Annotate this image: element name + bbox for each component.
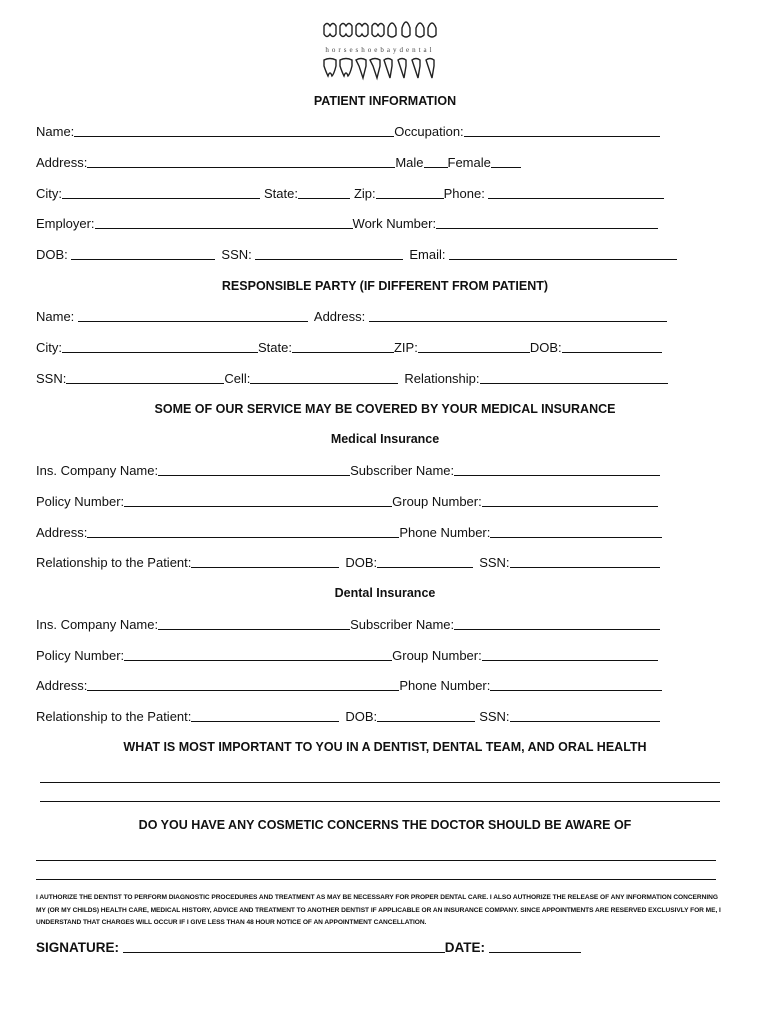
important-answer-line-1[interactable] xyxy=(40,782,720,783)
dental-group-field[interactable] xyxy=(482,650,658,661)
medical-subscriber-field[interactable] xyxy=(454,465,660,476)
responsible-state-label: State: xyxy=(258,340,292,355)
responsible-zip-field[interactable] xyxy=(418,342,530,353)
medical-group-label: Group Number: xyxy=(392,494,482,509)
medical-phone-field[interactable] xyxy=(490,527,662,538)
dental-ssn-label: SSN: xyxy=(479,709,510,724)
patient-zip-label: Zip: xyxy=(353,186,376,201)
medical-address-label: Address: xyxy=(36,525,88,540)
dental-policy-field[interactable] xyxy=(124,650,392,661)
cosmetic-answer-line-2[interactable] xyxy=(36,879,716,880)
responsible-state-field[interactable] xyxy=(292,342,394,353)
medical-relationship-label: Relationship to the Patient: xyxy=(36,555,192,570)
patient-ssn-label: SSN: xyxy=(221,247,256,262)
responsible-party-title: RESPONSIBLE PARTY (IF DIFFERENT FROM PATIENT) xyxy=(221,279,549,293)
dental-subscriber-field[interactable] xyxy=(454,619,660,630)
date-field[interactable] xyxy=(489,942,581,953)
dental-company-field[interactable] xyxy=(158,619,350,630)
medical-phone-label: Phone Number: xyxy=(399,525,491,540)
medical-group-field[interactable] xyxy=(482,496,658,507)
responsible-row-city xyxy=(36,340,662,355)
patient-occupation-label: Occupation: xyxy=(394,124,464,139)
dental-row-address xyxy=(36,678,662,693)
dental-insurance-title: Dental Insurance xyxy=(334,586,436,600)
teeth-logo-icon xyxy=(312,16,448,82)
important-question: WHAT IS MOST IMPORTANT TO YOU IN A DENTIST, DENTAL TEAM, AND ORAL HEALTH xyxy=(123,740,647,754)
signature-row xyxy=(36,940,581,955)
patient-row-employer xyxy=(36,216,658,231)
patient-ssn-field[interactable] xyxy=(255,249,403,260)
patient-zip-field[interactable] xyxy=(376,188,444,199)
patient-row-address xyxy=(36,155,521,170)
responsible-ssn-field[interactable] xyxy=(66,373,224,384)
responsible-city-field[interactable] xyxy=(62,342,258,353)
medical-row-address xyxy=(36,525,662,540)
medical-insurance-title: Medical Insurance xyxy=(330,432,440,446)
patient-city-field[interactable] xyxy=(62,188,260,199)
patient-email-field[interactable] xyxy=(449,249,677,260)
medical-company-label: Ins. Company Name: xyxy=(36,463,159,478)
dental-dob-field[interactable] xyxy=(377,711,475,722)
dental-phone-label: Phone Number: xyxy=(399,678,491,693)
patient-work-number-label: Work Number: xyxy=(352,216,437,231)
medical-dob-field[interactable] xyxy=(377,557,473,568)
dental-phone-field[interactable] xyxy=(490,680,662,691)
patient-female-label: Female xyxy=(447,155,491,170)
responsible-cell-field[interactable] xyxy=(250,373,398,384)
dental-address-field[interactable] xyxy=(87,680,399,691)
dental-row-policy xyxy=(36,648,658,663)
patient-dob-label: DOB: xyxy=(36,247,72,262)
patient-state-field[interactable] xyxy=(298,188,350,199)
medical-address-field[interactable] xyxy=(87,527,399,538)
patient-phone-field[interactable] xyxy=(488,188,664,199)
medical-policy-field[interactable] xyxy=(124,496,392,507)
medical-relationship-field[interactable] xyxy=(191,557,339,568)
insurance-notice: SOME OF OUR SERVICE MAY BE COVERED BY YOUR MEDICAL INSURANCE xyxy=(154,402,616,416)
cosmetic-answer-line-1[interactable] xyxy=(36,860,716,861)
patient-name-label: Name: xyxy=(36,124,75,139)
medical-row-company xyxy=(36,463,660,478)
responsible-relationship-field[interactable] xyxy=(480,373,668,384)
patient-state-label: State: xyxy=(264,186,298,201)
date-label: DATE: xyxy=(444,940,489,955)
logo-text: horseshoebaydental xyxy=(325,46,435,54)
medical-subscriber-label: Subscriber Name: xyxy=(350,463,455,478)
patient-row-name xyxy=(36,124,660,139)
responsible-ssn-label: SSN: xyxy=(36,371,67,386)
patient-female-field[interactable] xyxy=(491,157,521,168)
medical-row-relationship xyxy=(36,555,660,570)
dental-row-relationship xyxy=(36,709,660,724)
dental-group-label: Group Number: xyxy=(392,648,482,663)
signature-field[interactable] xyxy=(123,942,445,953)
patient-dob-field[interactable] xyxy=(71,249,215,260)
medical-ssn-label: SSN: xyxy=(479,555,510,570)
patient-male-field[interactable] xyxy=(424,157,448,168)
medical-row-policy xyxy=(36,494,658,509)
patient-occupation-field[interactable] xyxy=(464,126,660,137)
dental-row-company xyxy=(36,617,660,632)
patient-phone-label: Phone: xyxy=(443,186,489,201)
patient-row-dob xyxy=(36,247,677,262)
dental-dob-label: DOB: xyxy=(345,709,378,724)
dental-policy-label: Policy Number: xyxy=(36,648,125,663)
responsible-dob-label: DOB: xyxy=(529,340,562,355)
patient-name-field[interactable] xyxy=(74,126,394,137)
dental-relationship-field[interactable] xyxy=(191,711,339,722)
dental-address-label: Address: xyxy=(36,678,88,693)
patient-address-label: Address: xyxy=(36,155,88,170)
dental-relationship-label: Relationship to the Patient: xyxy=(36,709,192,724)
authorization-text: I AUTHORIZE THE DENTIST TO PERFORM DIAGNOSTIC PROCEDURES AND TREATMENT AS MAY BE NECESSARY FOR PROPER DENTAL CARE. I ALSO AUTHORIZE THE RELEASE OF ANY INFORMATION CONCERNING MY (OR MY CHILDS) HEALTH CARE, MEDICAL HISTORY, ADVICE AND TREATMENT TO ANOTHER DENTIST IF APPLICABLE OR AN INSURANCE COMPANY. SINCE APPOINTMENTS ARE RESERVED EXCLUSIVLY FOR ME, I UNDERSTAND THAT CHARGES WILL OCCUR IF I GIVE LESS THAN 48 HOUR NOTICE OF AN APPOINTMENT CANCELLATION. xyxy=(36,894,721,926)
responsible-name-label: Name: xyxy=(36,309,78,324)
patient-employer-field[interactable] xyxy=(95,218,353,229)
patient-work-number-field[interactable] xyxy=(436,218,658,229)
patient-info-title: PATIENT INFORMATION xyxy=(313,94,457,108)
responsible-relationship-label: Relationship: xyxy=(404,371,480,386)
patient-city-label: City: xyxy=(36,186,62,201)
patient-email-label: Email: xyxy=(409,247,450,262)
responsible-row-name xyxy=(36,309,667,324)
responsible-cell-label: Cell: xyxy=(224,371,251,386)
patient-address-field[interactable] xyxy=(87,157,395,168)
dental-subscriber-label: Subscriber Name: xyxy=(350,617,455,632)
cosmetic-question: DO YOU HAVE ANY COSMETIC CONCERNS THE DOCTOR SHOULD BE AWARE OF xyxy=(138,818,632,832)
signature-label: SIGNATURE: xyxy=(36,940,123,955)
responsible-dob-field[interactable] xyxy=(562,342,662,353)
dental-company-label: Ins. Company Name: xyxy=(36,617,159,632)
dental-ssn-field[interactable] xyxy=(510,711,660,722)
responsible-address-label: Address: xyxy=(313,309,369,324)
responsible-city-label: City: xyxy=(36,340,62,355)
responsible-address-field[interactable] xyxy=(369,311,667,322)
medical-ssn-field[interactable] xyxy=(510,557,660,568)
responsible-zip-label: ZIP: xyxy=(393,340,418,355)
patient-employer-label: Employer: xyxy=(36,216,95,231)
medical-policy-label: Policy Number: xyxy=(36,494,125,509)
medical-dob-label: DOB: xyxy=(345,555,378,570)
medical-company-field[interactable] xyxy=(158,465,350,476)
important-answer-line-2[interactable] xyxy=(40,801,720,802)
responsible-row-ssn xyxy=(36,371,668,386)
responsible-name-field[interactable] xyxy=(78,311,308,322)
patient-row-city xyxy=(36,186,664,201)
patient-male-label: Male xyxy=(395,155,424,170)
